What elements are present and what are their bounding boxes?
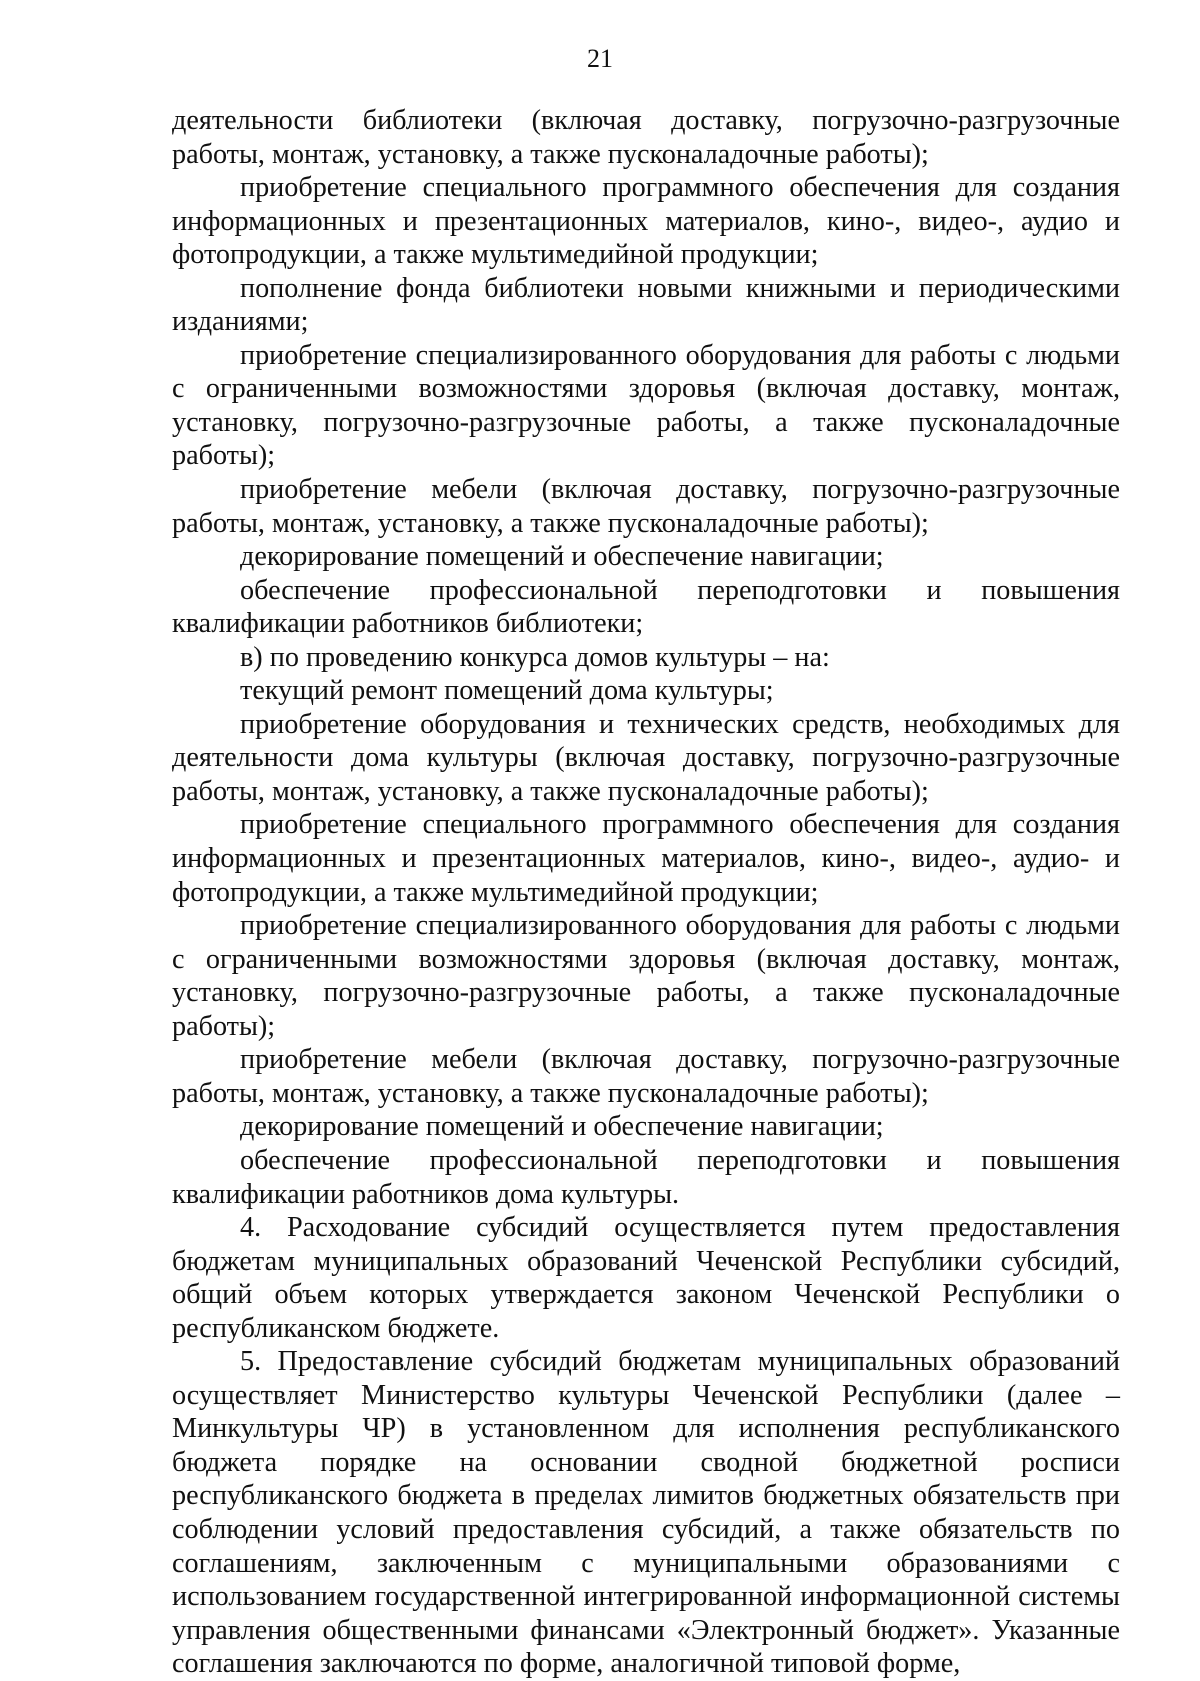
paragraph: пополнение фонда библиотеки новыми книжными и периодическими изданиями; [172, 272, 1120, 338]
paragraph: 5. Предоставление субсидий бюджетам муниципальных образований осуществляет Министерство культуры Чеченской Республики (далее – Минкультуры ЧР) в установленном для исполнения республиканского бюджета порядке на основании сводной бюджетной росписи республиканского бюджета в пределах лимитов бюджетных обязательств при соблюдении условий предоставления субсидий, а также обязательств по соглашениям, заключенным с муниципальными образованиями с использованием государственной интегрированной информационной системы управления общественными финансами «Электронный бюджет». Указанные соглашения заключаются по форме, аналогичной типовой форме, [172, 1346, 1120, 1680]
paragraph: текущий ремонт помещений дома культуры; [240, 675, 774, 707]
paragraph: обеспечение профессиональной переподготовки и повышения квалификации работников дома культуры. [172, 1144, 1120, 1210]
paragraph: в) по проведению конкурса домов культуры – на: [240, 641, 830, 673]
paragraph: обеспечение профессиональной переподготовки и повышения квалификации работников библиотеки; [172, 574, 1120, 640]
paragraph: приобретение мебели (включая доставку, погрузочно-разгрузочные работы, монтаж, установку, а также пусконаладочные работы); [172, 1044, 1120, 1109]
paragraph: приобретение оборудования и технических средств, необходимых для деятельности дома культуры (включая доставку, погрузочно-разгрузочные работы, монтаж, установку, а также пусконаладочные работы); [172, 708, 1120, 807]
paragraph: декорирование помещений и обеспечение навигации; [240, 541, 884, 573]
paragraph: приобретение специального программного обеспечения для создания информационных и презентационных материалов, кино-, видео-, аудио и фотопродукции, а также мультимедийной продукции; [172, 172, 1120, 271]
paragraph: приобретение специализированного оборудования для работы с людьми с ограниченными возможностями здоровья (включая доставку, монтаж, установку, погрузочно-разгрузочные работы, а также пусконаладочные работы); [172, 910, 1120, 1042]
document-body [172, 104, 1120, 1681]
page-number: 21 [587, 44, 613, 73]
paragraph: декорирование помещений и обеспечение навигации; [240, 1111, 884, 1143]
paragraph: 4. Расходование субсидий осуществляется путем предоставления бюджетам муниципальных образований Чеченской Республики субсидий, общий объем которых утверждается законом Чеченской Республики о республиканском бюджете. [172, 1212, 1120, 1344]
paragraph: деятельности библиотеки (включая доставку, погрузочно-разгрузочные работы, монтаж, установку, а также пусконаладочные работы); [172, 105, 1120, 170]
paragraph: приобретение мебели (включая доставку, погрузочно-разгрузочные работы, монтаж, установку, а также пусконаладочные работы); [172, 474, 1120, 539]
paragraph: приобретение специализированного оборудования для работы с людьми с ограниченными возможностями здоровья (включая доставку, монтаж, установку, погрузочно-разгрузочные работы, а также пусконаладочные работы); [172, 339, 1120, 472]
paragraph: приобретение специального программного обеспечения для создания информационных и презентационных материалов, кино-, видео-, аудио- и фотопродукции, а также мультимедийной продукции; [172, 809, 1120, 908]
